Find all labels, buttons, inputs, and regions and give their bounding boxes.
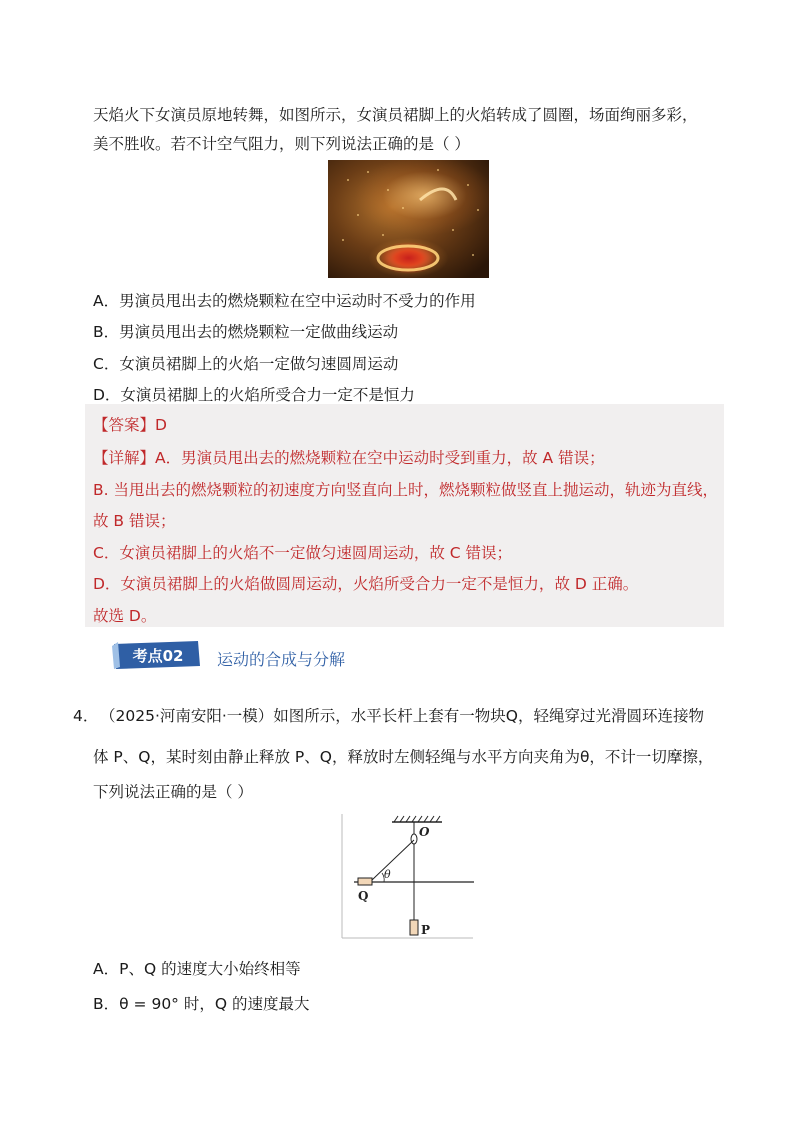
fire-ring-graphic xyxy=(328,160,489,278)
q3-explanation-1: 【详解】A．男演员甩出去的燃烧颗粒在空中运动时受到重力，故 A 错误； xyxy=(93,449,605,467)
q4-stem-line3: 下列说法正确的是（ ） xyxy=(93,783,253,801)
label-q: Q xyxy=(358,889,369,903)
q3-explanation-5: D．女演员裙脚上的火焰做圆周运动，火焰所受合力一定不是恒力，故 D 正确。 xyxy=(93,575,639,593)
label-theta: θ xyxy=(384,868,391,881)
q3-explanation-2: B. 当甩出去的燃烧颗粒的初速度方向竖直向上时，燃烧颗粒做竖直上抛运动，轨迹为直线， xyxy=(93,481,718,499)
fire-dance-photo xyxy=(328,160,489,278)
label-o: O xyxy=(419,825,430,839)
q3-explanation-3: 故 B 错误； xyxy=(93,512,176,530)
q3-option-b: B．男演员甩出去的燃烧颗粒一定做曲线运动 xyxy=(93,323,399,341)
q3-option-c: C．女演员裙脚上的火焰一定做匀速圆周运动 xyxy=(93,355,399,373)
q3-answer: 【答案】D xyxy=(93,416,167,434)
section-badge-text: 考点02 xyxy=(132,647,184,665)
section-title: 运动的合成与分解 xyxy=(217,650,346,669)
q3-stem-line1: 天焰火下女演员原地转舞，如图所示，女演员裙脚上的火焰转成了圆圈，场面绚丽多彩， xyxy=(93,106,698,124)
q3-option-a: A．男演员甩出去的燃烧颗粒在空中运动时不受力的作用 xyxy=(93,292,476,310)
q3-explanation-6: 故选 D。 xyxy=(93,607,157,625)
q4-option-a: A．P、Q 的速度大小始终相等 xyxy=(93,960,301,978)
label-p: P xyxy=(421,923,431,937)
q4-stem-line2: 体 P、Q，某时刻由静止释放 P、Q，释放时左侧轻绳与水平方向夹角为θ，不计一切摩擦， xyxy=(93,748,714,766)
pulley-diagram xyxy=(340,812,475,940)
q3-stem-line2: 美不胜收。若不计空气阻力，则下列说法正确的是（ ） xyxy=(93,135,470,153)
q4-number: 4． xyxy=(73,707,99,725)
section-badge xyxy=(112,640,202,670)
q3-option-d: D．女演员裙脚上的火焰所受合力一定不是恒力 xyxy=(93,386,415,404)
q3-explanation-4: C．女演员裙脚上的火焰不一定做匀速圆周运动，故 C 错误； xyxy=(93,544,513,562)
q4-stem-line1: （2025·河南安阳·一模）如图所示，水平长杆上套有一物块Q，轻绳穿过光滑圆环连接物 xyxy=(100,707,705,725)
q4-option-b: B．θ = 90° 时，Q 的速度最大 xyxy=(93,995,310,1013)
